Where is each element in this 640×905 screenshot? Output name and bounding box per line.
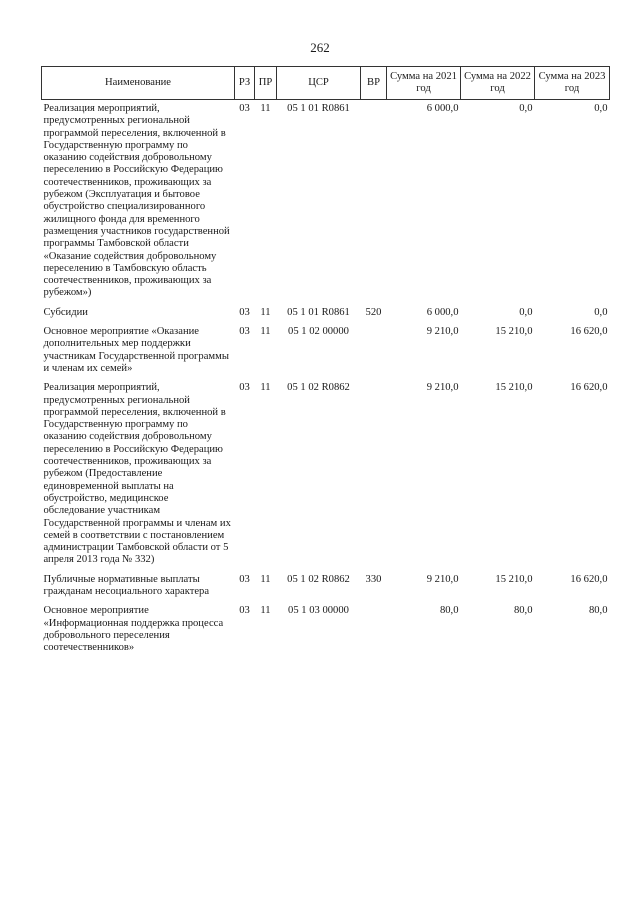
row-vr [361,100,387,300]
row-name: Основное мероприятие «Информационная поддержка процесса добровольного переселения соотечественников» [43,605,224,654]
row-sum-2022: 0,0 [519,306,533,318]
row-name: Субсидии [43,306,88,318]
row-sum-2022: 15 210,0 [495,382,533,394]
row-sum-2022: 15 210,0 [495,573,533,585]
header-name: Наименование [42,67,235,100]
row-sum-2023: 80,0 [588,605,608,617]
row-csr: 05 1 02 R0862 [287,573,350,585]
row-pr: 11 [260,573,271,585]
row-name: Публичные нормативные выплаты гражданам несоциального характера [43,573,210,597]
row-csr: 05 1 01 R0861 [287,306,350,318]
row-csr: 05 1 02 00000 [288,326,349,338]
budget-table [41,66,610,654]
row-name: Основное мероприятие «Оказание дополнительных мер поддержки участникам Государственной программы и членам их семей» [43,326,229,374]
row-sum-2023: 0,0 [594,306,608,318]
row-name: Реализация мероприятий, предусмотренных региональной программой переселения, включенной в Государственную программу по оказанию содействия добровольному переселению в Российскую Федерацию соотечественников, проживающих за рубежом (Эксплуатация и бытовое обустройство специализированного жилищного фонда для временного размещения участников государственной программы Тамбовской области «Оказание содействия добровольному переселению в Тамбовскую область соотечественников, проживающих за рубежом») [43,103,230,299]
header-pr: ПР [255,67,277,100]
row-sum-2021: 9 210,0 [426,326,459,338]
row-pr: 11 [260,306,271,318]
header-rz: РЗ [235,67,255,100]
row-pr: 11 [260,103,271,114]
page-number: 262 [310,40,330,55]
row-sum-2022: 80,0 [513,605,533,617]
row-sum-2023: 0,0 [594,103,608,114]
header-csr: ЦСР [277,67,361,100]
row-vr [361,375,387,566]
row-pr: 11 [260,605,271,617]
row-vr: 520 [365,306,382,318]
header-vr: ВР [361,67,387,100]
row-sum-2022: 0,0 [519,103,533,114]
table-row [42,300,610,319]
row-vr [361,319,387,375]
row-rz: 03 [239,573,250,585]
table-header-row [42,67,610,100]
row-rz: 03 [239,382,250,394]
row-pr: 11 [260,326,271,338]
row-rz: 03 [239,306,250,318]
table-row [42,319,610,375]
row-sum-2023: 16 620,0 [570,573,608,585]
row-rz: 03 [239,103,250,114]
table-row [42,567,610,599]
row-sum-2021: 9 210,0 [426,382,459,394]
row-sum-2021: 6 000,0 [426,306,459,318]
table-row [42,100,610,300]
table-row [42,375,610,566]
table-row [42,598,610,654]
row-csr: 05 1 03 00000 [288,605,349,617]
header-sum-2023: Сумма на 2023 год [535,67,610,100]
row-sum-2022: 15 210,0 [495,326,533,338]
row-rz: 03 [239,605,250,617]
header-sum-2022: Сумма на 2022 год [461,67,535,100]
row-csr: 05 1 02 R0862 [287,382,350,394]
row-name: Реализация мероприятий, предусмотренных региональной программой переселения, включенной в Государственную программу по оказанию содействия добровольному переселению в Российскую Федерацию соотечественников, проживающих за рубежом (Предоставление единовременной выплаты на обустройство, медицинское обследование участникам Государственной программы и членам их семей в соответствии с постановлением администрации Тамбовской области от 5 апреля 2013 года № 332) [43,382,231,566]
header-sum-2021: Сумма на 2021 год [387,67,461,100]
row-csr: 05 1 01 R0861 [287,103,350,114]
row-vr: 330 [365,573,382,585]
row-sum-2021: 80,0 [439,605,459,617]
row-sum-2023: 16 620,0 [570,326,608,338]
row-sum-2021: 9 210,0 [426,573,459,585]
row-sum-2021: 6 000,0 [426,103,459,114]
row-rz: 03 [239,326,250,338]
row-vr [361,598,387,654]
row-sum-2023: 16 620,0 [570,382,608,394]
row-pr: 11 [260,382,271,394]
